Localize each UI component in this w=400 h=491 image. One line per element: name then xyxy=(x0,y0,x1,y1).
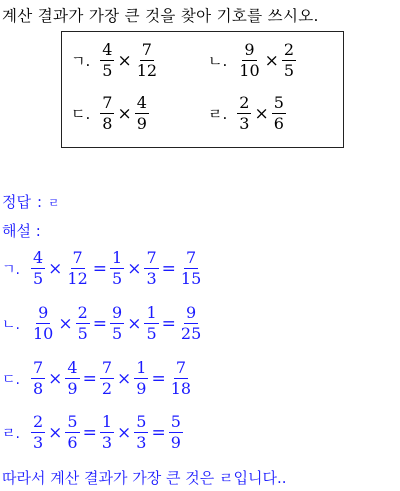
fraction xyxy=(65,414,79,451)
fraction xyxy=(110,305,124,342)
equals-sign: = xyxy=(161,313,176,334)
explanation-step xyxy=(2,360,194,397)
numerator: 7 xyxy=(72,248,83,267)
fraction xyxy=(135,42,159,79)
denominator: 5 xyxy=(102,61,113,80)
numerator: 4 xyxy=(102,40,113,59)
times-sign: × xyxy=(48,368,63,389)
denominator: 10 xyxy=(239,61,260,80)
fraction xyxy=(76,305,90,342)
denominator: 5 xyxy=(146,324,157,343)
numerator: 5 xyxy=(170,412,181,431)
numerator: 2 xyxy=(77,303,88,322)
numerator: 7 xyxy=(32,358,44,377)
numerator: 5 xyxy=(273,93,284,112)
numerator: 4 xyxy=(32,248,44,267)
answer-separator: : xyxy=(36,193,43,211)
numerator: 7 xyxy=(146,248,157,267)
numerator: 7 xyxy=(185,248,197,267)
numerator: 1 xyxy=(146,303,157,322)
denominator: 6 xyxy=(67,433,78,452)
times-sign: × xyxy=(127,258,142,279)
fraction xyxy=(272,95,286,132)
times-sign: × xyxy=(117,103,132,124)
denominator: 5 xyxy=(112,324,123,343)
denominator: 8 xyxy=(32,379,44,398)
fraction xyxy=(31,250,45,287)
denominator: 25 xyxy=(180,324,202,343)
choice-item xyxy=(208,42,297,79)
times-sign: × xyxy=(48,422,63,443)
denominator: 10 xyxy=(32,324,54,343)
denominator: 3 xyxy=(136,433,147,452)
numerator: 7 xyxy=(175,358,186,377)
denominator: 9 xyxy=(136,114,147,133)
choice-mark: ㄷ. xyxy=(71,105,91,123)
fraction xyxy=(65,250,89,287)
numerator: 4 xyxy=(67,358,78,377)
fraction xyxy=(179,250,203,287)
numerator: 1 xyxy=(112,248,123,267)
numerator: 1 xyxy=(136,358,147,377)
answer-line xyxy=(2,191,60,212)
numerator: 2 xyxy=(239,93,250,112)
fraction xyxy=(100,42,114,79)
denominator: 15 xyxy=(180,269,202,288)
equals-sign: = xyxy=(151,422,166,443)
denominator: 12 xyxy=(136,61,158,80)
times-sign: × xyxy=(127,313,142,334)
step-mark: ㄴ. xyxy=(2,316,20,333)
times-sign: × xyxy=(254,103,269,124)
fraction xyxy=(65,360,79,397)
fraction xyxy=(237,42,261,79)
choices-box xyxy=(61,31,344,148)
times-sign: × xyxy=(117,368,132,389)
step-mark: ㄹ. xyxy=(2,425,20,442)
fraction xyxy=(31,360,45,397)
fraction xyxy=(169,414,183,451)
denominator: 18 xyxy=(170,379,192,398)
numerator: 7 xyxy=(102,93,113,112)
choice-mark: ㄴ. xyxy=(208,52,228,70)
explanation-step xyxy=(2,250,204,287)
answer-value: ㄹ xyxy=(48,196,60,210)
numerator: 2 xyxy=(32,412,44,431)
choice-mark: ㄱ. xyxy=(71,52,91,70)
fraction xyxy=(169,360,193,397)
times-sign: × xyxy=(48,258,63,279)
denominator: 3 xyxy=(239,114,250,133)
fraction xyxy=(110,250,124,287)
fraction xyxy=(100,360,114,397)
denominator: 8 xyxy=(102,114,113,133)
choice-item xyxy=(208,95,287,132)
denominator: 5 xyxy=(283,61,295,80)
denominator: 9 xyxy=(170,433,181,452)
numerator: 7 xyxy=(141,40,152,59)
fraction xyxy=(100,95,114,132)
fraction xyxy=(31,414,45,451)
step-mark: ㄷ. xyxy=(2,371,20,388)
denominator: 12 xyxy=(67,269,88,288)
numerator: 5 xyxy=(136,412,147,431)
numerator: 9 xyxy=(244,40,255,59)
numerator: 4 xyxy=(136,93,147,112)
equals-sign: = xyxy=(82,422,97,443)
denominator: 6 xyxy=(273,114,284,133)
numerator: 9 xyxy=(112,303,123,322)
equals-sign: = xyxy=(92,313,108,334)
question-text: 계산 결과가 가장 큰 것을 찾아 기호를 쓰시오. xyxy=(2,7,319,25)
equals-sign: = xyxy=(161,258,176,279)
fraction xyxy=(135,95,149,132)
numerator: 5 xyxy=(67,412,78,431)
fraction xyxy=(134,414,148,451)
explanation-label: 해설 : xyxy=(2,222,41,240)
numerator: 9 xyxy=(38,303,49,322)
fraction xyxy=(282,42,296,79)
denominator: 5 xyxy=(112,269,123,288)
numerator: 9 xyxy=(185,303,197,322)
denominator: 3 xyxy=(146,269,157,288)
choice-item xyxy=(71,42,160,79)
fraction xyxy=(179,305,203,342)
denominator: 2 xyxy=(101,379,113,398)
numerator: 1 xyxy=(101,412,113,431)
equals-sign: = xyxy=(151,368,166,389)
numerator: 7 xyxy=(101,358,113,377)
numerator: 2 xyxy=(283,40,295,59)
denominator: 5 xyxy=(32,269,44,288)
conclusion-text: 따라서 계산 결과가 가장 큰 것은 ㄹ입니다.. xyxy=(2,469,287,487)
answer-label: 정답 xyxy=(2,193,31,211)
fraction xyxy=(100,414,114,451)
fraction xyxy=(31,305,55,342)
times-sign: × xyxy=(117,422,132,443)
explanation-step xyxy=(2,305,204,342)
explanation-step xyxy=(2,414,184,451)
fraction xyxy=(237,95,251,132)
fraction xyxy=(144,250,158,287)
denominator: 9 xyxy=(67,379,78,398)
times-sign: × xyxy=(58,313,73,334)
equals-sign: = xyxy=(82,368,97,389)
choice-item xyxy=(71,95,150,132)
step-mark: ㄱ. xyxy=(2,261,20,278)
fraction xyxy=(134,360,148,397)
denominator: 9 xyxy=(136,379,147,398)
times-sign: × xyxy=(264,50,279,71)
equals-sign: = xyxy=(92,258,108,279)
choice-mark: ㄹ. xyxy=(208,105,228,123)
denominator: 5 xyxy=(77,324,88,343)
denominator: 3 xyxy=(32,433,44,452)
fraction xyxy=(144,305,158,342)
denominator: 3 xyxy=(101,433,113,452)
times-sign: × xyxy=(117,50,132,71)
